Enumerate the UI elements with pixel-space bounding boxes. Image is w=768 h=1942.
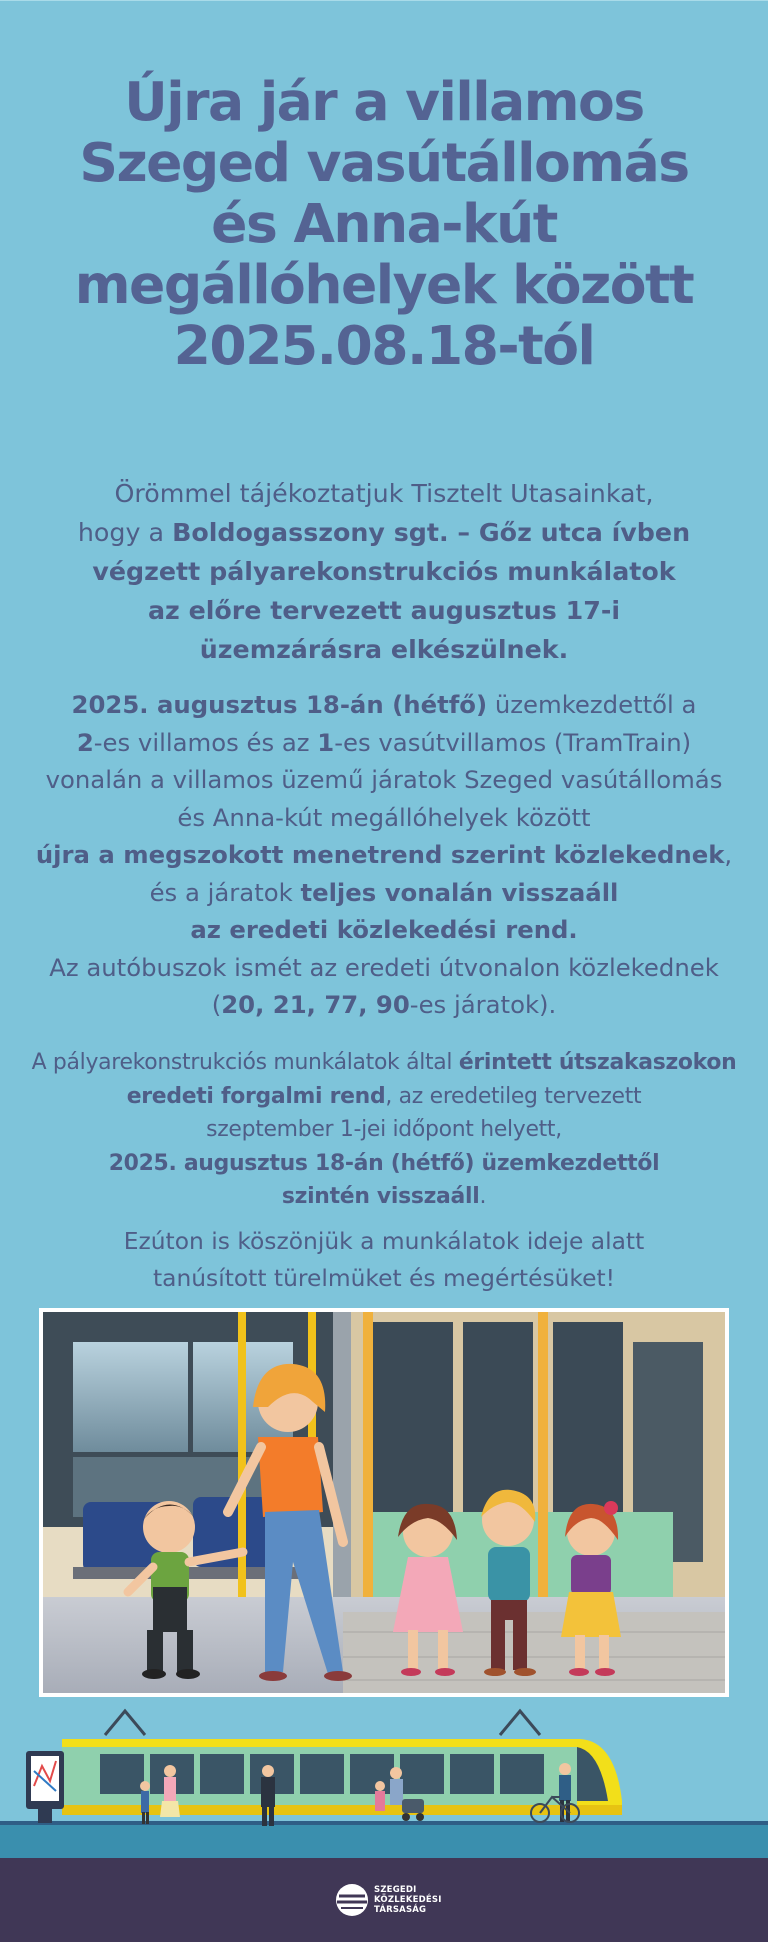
bold-run: 2025. augusztus 18-án (hétfő) üzemkezdettől bbox=[108, 1150, 660, 1176]
logo-line: KÖZLEKEDÉSI bbox=[374, 1895, 442, 1905]
bold-run: végzett pályarekonstrukciós munkálatok bbox=[92, 556, 676, 586]
logo-text bbox=[374, 1885, 442, 1915]
intro-paragraph bbox=[0, 474, 768, 669]
headline-line: és Anna-kút bbox=[211, 192, 557, 255]
headline bbox=[0, 71, 768, 376]
traffic-paragraph bbox=[0, 1046, 768, 1214]
bold-run: 1 bbox=[317, 727, 335, 757]
text-line: és Anna-kút megállóhelyek között bbox=[177, 802, 591, 832]
bold-run: 2025. augusztus 18-án (hétfő) bbox=[71, 690, 488, 719]
city-map-sign-icon bbox=[26, 1751, 64, 1823]
text-run: , az eredetileg tervezett bbox=[385, 1083, 642, 1109]
text-line bbox=[0, 1147, 768, 1181]
text-line bbox=[0, 874, 768, 912]
text-line bbox=[0, 591, 768, 630]
text-run: -es villamos és az bbox=[93, 727, 318, 757]
text-line: tanúsított türelmüket és megértésüket! bbox=[152, 1264, 616, 1292]
bold-run: érintett útszakaszokon bbox=[458, 1050, 737, 1075]
text-line bbox=[0, 724, 768, 762]
skt-logo bbox=[335, 1880, 442, 1920]
text-line bbox=[0, 911, 768, 949]
text-run: A pályarekonstrukciós munkálatok által bbox=[31, 1050, 459, 1075]
bold-run: az eredeti közlekedési rend. bbox=[190, 915, 578, 944]
text-run: , bbox=[724, 840, 733, 869]
bold-run: üzemzárásra elkészülnek. bbox=[199, 634, 569, 664]
logo-line: SZEGEDI bbox=[374, 1885, 417, 1895]
headline-line: Szeged vasútállomás bbox=[79, 131, 689, 194]
bold-run: 2 bbox=[76, 727, 94, 757]
text-line: szeptember 1-jei időpont helyett, bbox=[206, 1117, 562, 1142]
text-line bbox=[0, 1180, 768, 1214]
bold-run: teljes vonalán visszaáll bbox=[300, 877, 619, 907]
text-line bbox=[0, 1046, 768, 1080]
skt-logo-icon bbox=[335, 1883, 369, 1917]
headline-line: megállóhelyek között bbox=[74, 253, 694, 316]
text-line bbox=[0, 686, 768, 724]
bold-run: az előre tervezett augusztus 17-i bbox=[147, 595, 621, 625]
text-line: vonalán a villamos üzemű járatok Szeged vasútállomás bbox=[45, 765, 723, 794]
text-run: hogy a bbox=[77, 517, 173, 547]
text-run: üzemkezdettől a bbox=[487, 690, 697, 719]
bold-run: szintén visszaáll bbox=[281, 1184, 480, 1209]
bold-run: újra a megszokott menetrend szerint közlekednek bbox=[35, 840, 725, 869]
text-line bbox=[0, 1080, 768, 1114]
tram-interior-illustration bbox=[39, 1308, 729, 1697]
text-line: Ezúton is köszönjük a munkálatok ideje alatt bbox=[123, 1227, 645, 1255]
bold-run: eredeti forgalmi rend bbox=[126, 1083, 386, 1109]
text-run: . bbox=[479, 1184, 487, 1209]
text-line bbox=[0, 630, 768, 669]
text-run: -es járatok). bbox=[409, 990, 557, 1019]
headline-line: 2025.08.18-tól bbox=[173, 314, 595, 377]
tram-illustration bbox=[0, 1691, 768, 1861]
text-line bbox=[0, 513, 768, 552]
text-line bbox=[0, 986, 768, 1024]
bold-run: 20, 21, 77, 90 bbox=[221, 990, 410, 1019]
schedule-paragraph bbox=[0, 686, 768, 1024]
headline-line: Újra jár a villamos bbox=[124, 70, 644, 133]
text-line bbox=[0, 552, 768, 591]
logo-line: TÁRSASÁG bbox=[374, 1905, 427, 1915]
text-run: ( bbox=[211, 990, 222, 1019]
text-line: Az autóbuszok ismét az eredeti útvonalon közlekednek bbox=[49, 952, 719, 982]
text-run: -es vasútvillamos (TramTrain) bbox=[334, 727, 692, 757]
tram-interior-icon bbox=[43, 1312, 725, 1693]
text-run: és a járatok bbox=[149, 877, 301, 907]
footer bbox=[0, 1858, 768, 1942]
text-line: Örömmel tájékoztatjuk Tisztelt Utasainkat, bbox=[114, 478, 654, 508]
thanks-paragraph bbox=[0, 1223, 768, 1297]
text-line bbox=[0, 836, 768, 874]
bold-run: Boldogasszony sgt. – Gőz utca ívben bbox=[172, 517, 691, 547]
